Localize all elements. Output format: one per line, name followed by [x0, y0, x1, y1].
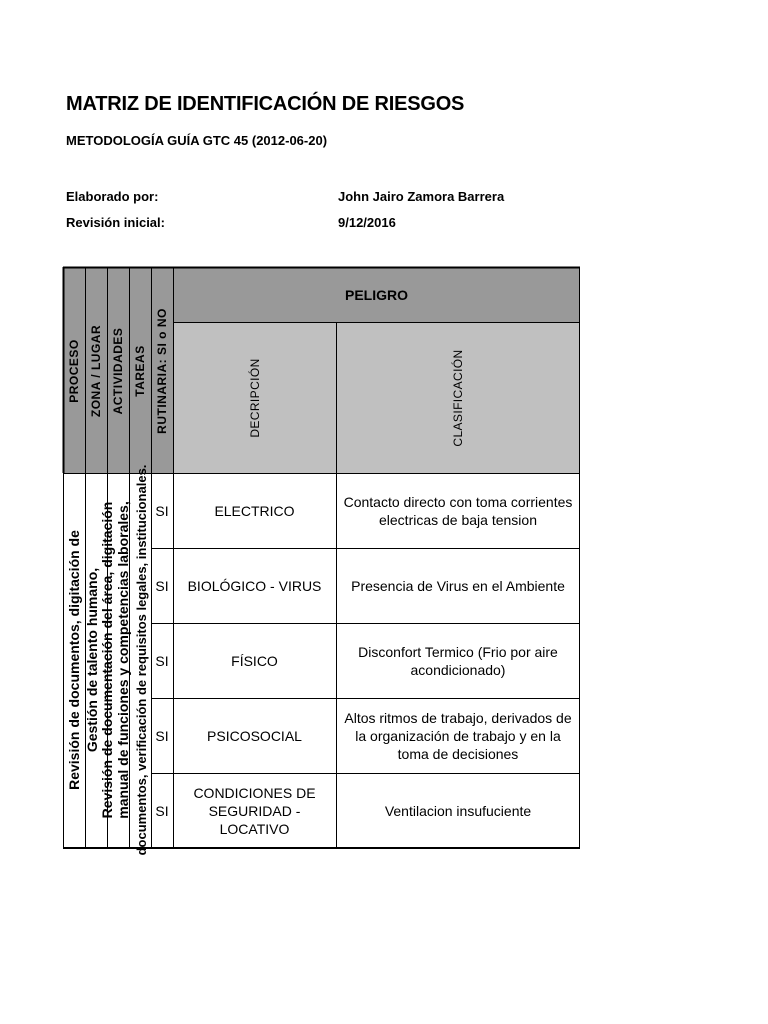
initial-review-label: Revisión inicial: — [66, 215, 165, 230]
header-descripcion: DECRIPCIÓN — [173, 322, 336, 473]
row-4-rutinaria: SI — [155, 727, 169, 744]
row-3-descripcion: FÍSICO — [231, 652, 278, 669]
header-proceso: PROCESO — [63, 268, 85, 473]
row-2-descripcion: BIOLÓGICO - VIRUS — [187, 577, 322, 594]
document-title: MATRIZ DE IDENTIFICACIÓN DE RIESGOS — [66, 93, 465, 115]
header-peligro: PELIGRO — [173, 268, 580, 322]
merged-tareas-text: manual de funciones y competencias laborales, — [115, 501, 131, 819]
header-rutinaria: RUTINARIA: SI o NO — [151, 268, 173, 473]
merged-proceso-text: Revisión de documentos, digitación de — [66, 530, 82, 790]
row-1-descripcion: ELECTRICO — [214, 502, 295, 519]
row-1-clasificacion: Contacto directo con toma corrientes electricas de baja tension — [343, 493, 573, 528]
document-subtitle: METODOLOGÍA GUÍA GTC 45 (2012-06-20) — [66, 133, 328, 148]
row-2-rutinaria: SI — [155, 577, 169, 594]
row-1-rutinaria: SI — [155, 502, 169, 519]
row-2-clasificacion: Presencia de Virus en el Ambiente — [351, 577, 565, 594]
row-4-clasificacion: Altos ritmos de trabajo, derivados de la organización de trabajo y en la toma de decisiones — [344, 709, 572, 762]
row-3-clasificacion: Disconfort Termico (Frio por aire acondicionado) — [358, 643, 558, 678]
row-4-descripcion: PSICOSOCIAL — [207, 727, 302, 744]
prepared-by-label: Elaborado por: — [66, 189, 159, 204]
merged-zona-text: Gestión de talento humano, — [84, 567, 100, 753]
header-clasificacion: CLASIFICACIÓN — [336, 322, 580, 473]
merged-actividades-text: Revisión de documentación del área, digitación — [99, 501, 115, 819]
row-3-rutinaria: SI — [155, 652, 169, 669]
initial-review-value: 9/12/2016 — [338, 215, 396, 230]
prepared-by-value: John Jairo Zamora Barrera — [338, 189, 505, 204]
header-actividades: ACTIVIDADES — [107, 268, 129, 473]
row-5-clasificacion: Ventilacion insufuciente — [384, 802, 532, 819]
row-5-rutinaria: SI — [155, 802, 169, 819]
merged-extra-text: documentos, verificación de requisitos legales, institucionales. — [134, 464, 149, 856]
header-zona-lugar: ZONA / LUGAR — [85, 268, 107, 473]
row-5-descripcion: CONDICIONES DE SEGURIDAD - LOCATIVO — [193, 784, 316, 837]
header-tareas: TAREAS — [129, 268, 151, 473]
